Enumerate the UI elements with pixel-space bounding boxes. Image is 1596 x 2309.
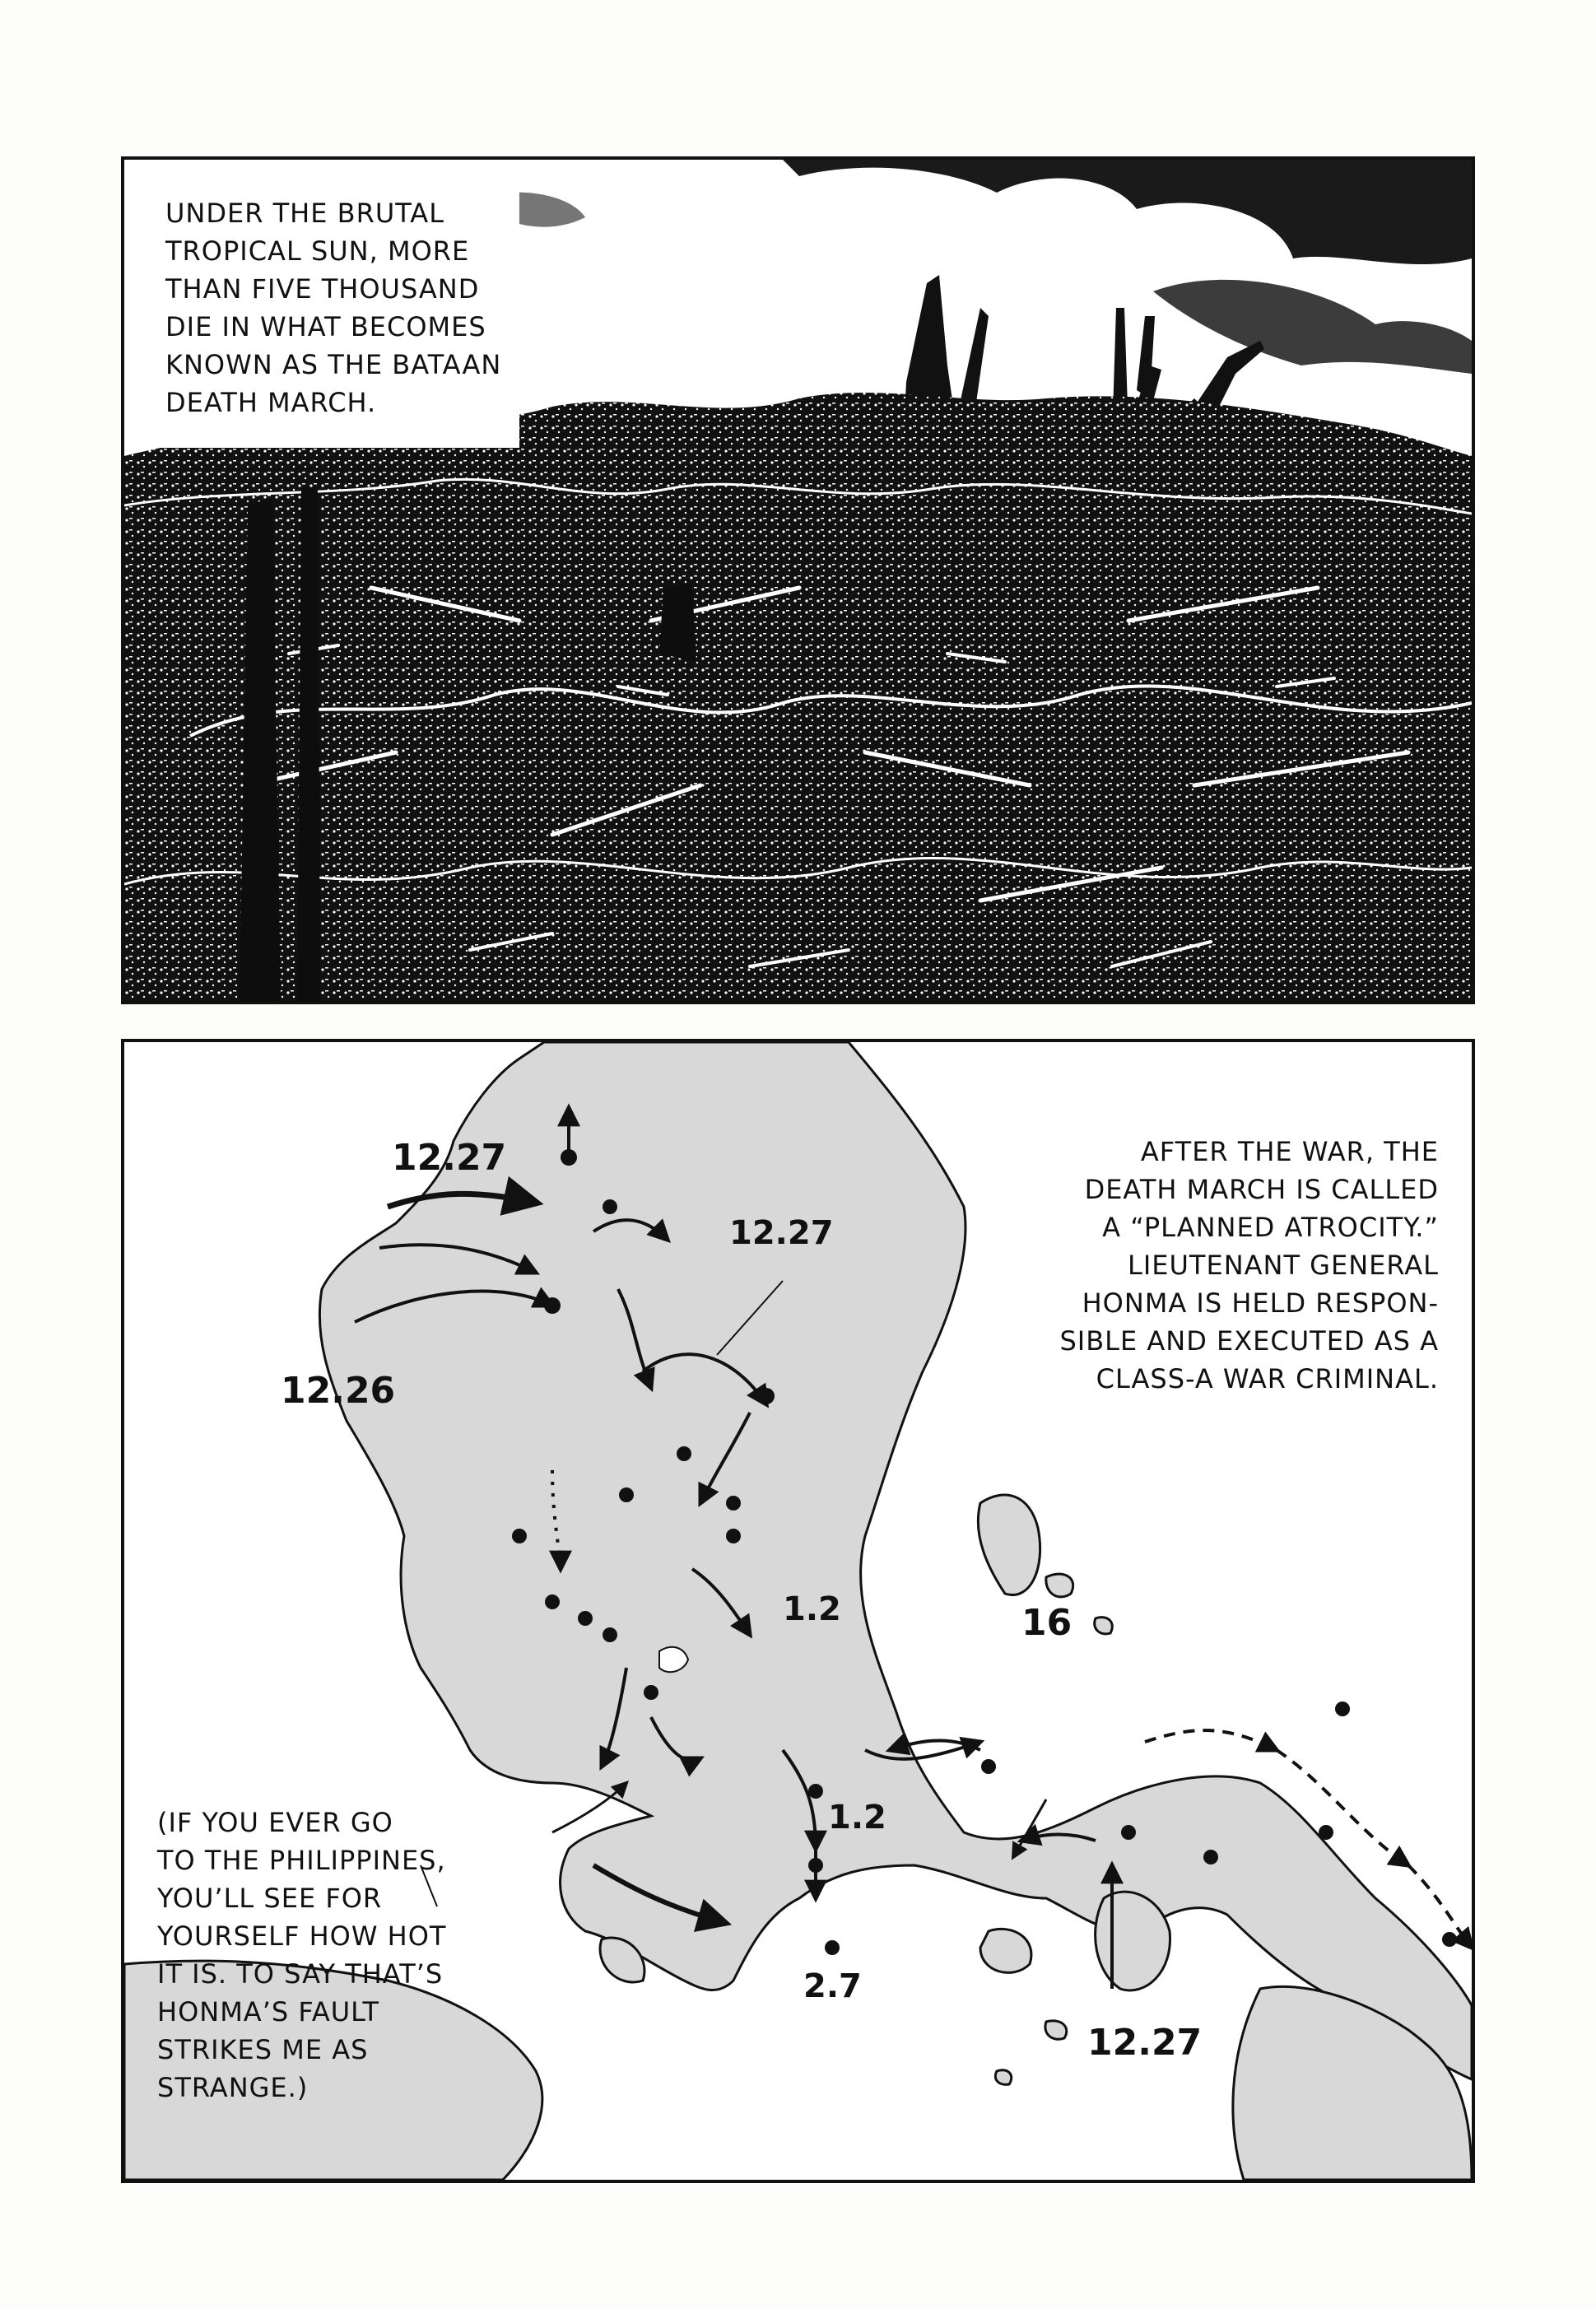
map-label-c-12: 1.2 [783,1590,841,1628]
map-label-e-16: 16 [1021,1602,1073,1644]
map-label-s-12: 1.2 [828,1799,886,1836]
map-panel [121,1039,1475,2183]
map-label-nc-1227: 12.27 [729,1214,834,1252]
map-label-s-27: 2.7 [803,1967,862,2005]
map-label-w-1226: 12.26 [281,1370,396,1412]
narration-caption-top: UNDER THE BRUTAL TROPICAL SUN, MORE THAN FIVE THOUSAND DIE IN WHAT BECOMES KNOWN AS THE BATAAN DEATH MARCH. [165,198,502,418]
aside-caption-left: (IF YOU EVER GO TO THE PHILIPPINES, YOU’LL SEE FOR YOURSELF HOW HOT IT IS. TO SAY THAT’S HONMA’S FAULT STRIKES ME AS STRANGE.) [157,1807,447,2103]
map-label-se-1227: 12.27 [1087,2022,1203,2064]
map-label-nw-1227: 12.27 [392,1137,507,1179]
ground-debris [124,393,1472,1001]
battlefield-panel [121,156,1475,1004]
narration-caption-right: AFTER THE WAR, THE DEATH MARCH IS CALLED A “PLANNED ATROCITY.” LIEUTENANT GENERAL HONMA IS HELD RESPON- SIBLE AND EXECUTED AS A CLASS-A WAR CRIMINAL. [1059,1136,1439,1394]
sky-clouds [470,160,1472,374]
